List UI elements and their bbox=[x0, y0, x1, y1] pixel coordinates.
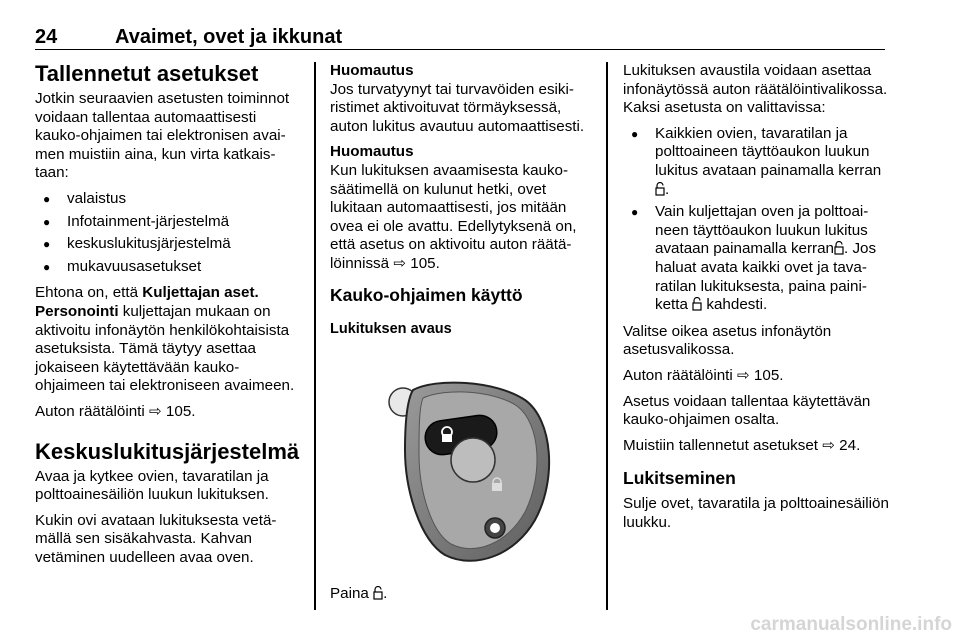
page-title: Avaimet, ovet ja ikkunat bbox=[115, 26, 343, 48]
list-item: ● Kaikkien ovien, tavaratilan ja polttoaineen täyttöaukon luukun lukitus avataan painamalla kerran . bbox=[623, 125, 891, 199]
menu-reference: Kuljettajan aset. Personointi bbox=[35, 284, 259, 320]
note-heading: Huomautus bbox=[330, 143, 414, 161]
heading-kauko-ohjain: Kauko-ohjaimen käyttö bbox=[330, 284, 523, 305]
column-3 bbox=[623, 62, 891, 539]
cross-reference: Auton räätälöinti ⇨ 105. bbox=[623, 366, 784, 384]
list-item: ● mukavuusasetukset bbox=[35, 258, 300, 277]
paragraph: Avaa ja kytkee ovien, tavaratilan ja polttoainesäiliön luukun lukituksen. bbox=[35, 467, 269, 504]
column-divider bbox=[606, 62, 608, 610]
subheading-lukituksen-avaus: Lukituksen avaus bbox=[330, 320, 452, 337]
paragraph: Asetus voidaan tallentaa käytettävän kauko-ohjaimen osalta. bbox=[623, 392, 871, 429]
paragraph: Lukituksen avaustila voidaan asettaa infonäytössä auton räätälöintivalikossa. Kaksi asetusta on valittavissa: bbox=[623, 62, 888, 117]
page-number: 24 bbox=[35, 26, 58, 48]
column-divider bbox=[314, 62, 316, 610]
column-1 bbox=[35, 62, 300, 574]
paragraph: Ehtona on, että Kuljettajan aset. Personointi kuljettajan mukaan on aktivoitu infonäytön henkilökohtaisista asetuksista. Tämä täytyy asettaa jokaiseen käytettävään kauko-ohjaimeen tai elektroniseen avaimeen. bbox=[35, 284, 295, 395]
paragraph: Kukin ovi avataan lukituksesta vetämällä sen sisäkahvasta. Kahvan vetäminen uudelleen avaa oven. bbox=[35, 511, 277, 566]
note-text: Kun lukituksen avaamisesta kaukosäätimellä on kulunut hetki, ovet lukitaan automaattisesti, jos mitään ovea ei ole avattu. Edellytyksenä on, että asetus on aktivoitu auton räätälöinnissä ⇨ 105. bbox=[330, 161, 577, 272]
cross-reference: Muistiin tallennetut asetukset ⇨ 24. bbox=[623, 436, 861, 454]
heading-tallennetut-asetukset: Tallennetut asetukset bbox=[35, 61, 259, 86]
unlock-key-icon bbox=[373, 586, 383, 600]
list-item: ● Infotainment-järjestelmä bbox=[35, 213, 300, 232]
watermark: carmanualsonline.info bbox=[750, 614, 952, 635]
heading-keskuslukitus: Keskuslukitusjärjestelmä bbox=[35, 438, 300, 464]
key-fob-illustration bbox=[375, 370, 565, 570]
column-2 bbox=[330, 62, 592, 338]
unlock-key-icon bbox=[655, 182, 665, 196]
paragraph: Valitse oikea asetus infonäytön asetusvalikossa. bbox=[623, 322, 832, 359]
list-item: ● Vain kuljettajan oven ja polttoaineen täyttöaukon luukun lukitus avataan painamalla kerran . Jos haluat avata kaikki ovet ja tavaratilan lukituksesta, paina painiketta kahdesti. bbox=[623, 203, 891, 315]
heading-lukitseminen: Lukitseminen bbox=[623, 468, 736, 489]
cross-reference: Auton räätälöinti ⇨ 105. bbox=[35, 402, 196, 420]
note-heading: Huomautus bbox=[330, 62, 414, 79]
figure-caption: Paina . bbox=[330, 585, 388, 602]
paragraph: Sulje ovet, tavaratila ja polttoainesäiliön luukku. bbox=[623, 495, 889, 531]
unlock-mode-list bbox=[623, 125, 891, 315]
list-item: ● valaistus bbox=[35, 190, 300, 209]
paragraph: Jotkin seuraavien asetusten toiminnot voidaan tallentaa automaattisesti kauko-ohjaimen tai elektronisen avaimen muistiin aina, kun virta katkaistaan: bbox=[35, 90, 290, 182]
unlock-key-icon bbox=[692, 297, 702, 311]
list-item: ● keskuslukitusjärjestelmä bbox=[35, 235, 300, 254]
unlock-key-icon bbox=[834, 241, 844, 255]
note-text: Jos turvatyynyt tai turvavöiden esikiristimet aktivoituvat törmäyksessä, auton lukitus avautuu automaattisesti. bbox=[330, 80, 585, 135]
settings-list bbox=[35, 190, 300, 276]
page-header bbox=[35, 26, 885, 50]
